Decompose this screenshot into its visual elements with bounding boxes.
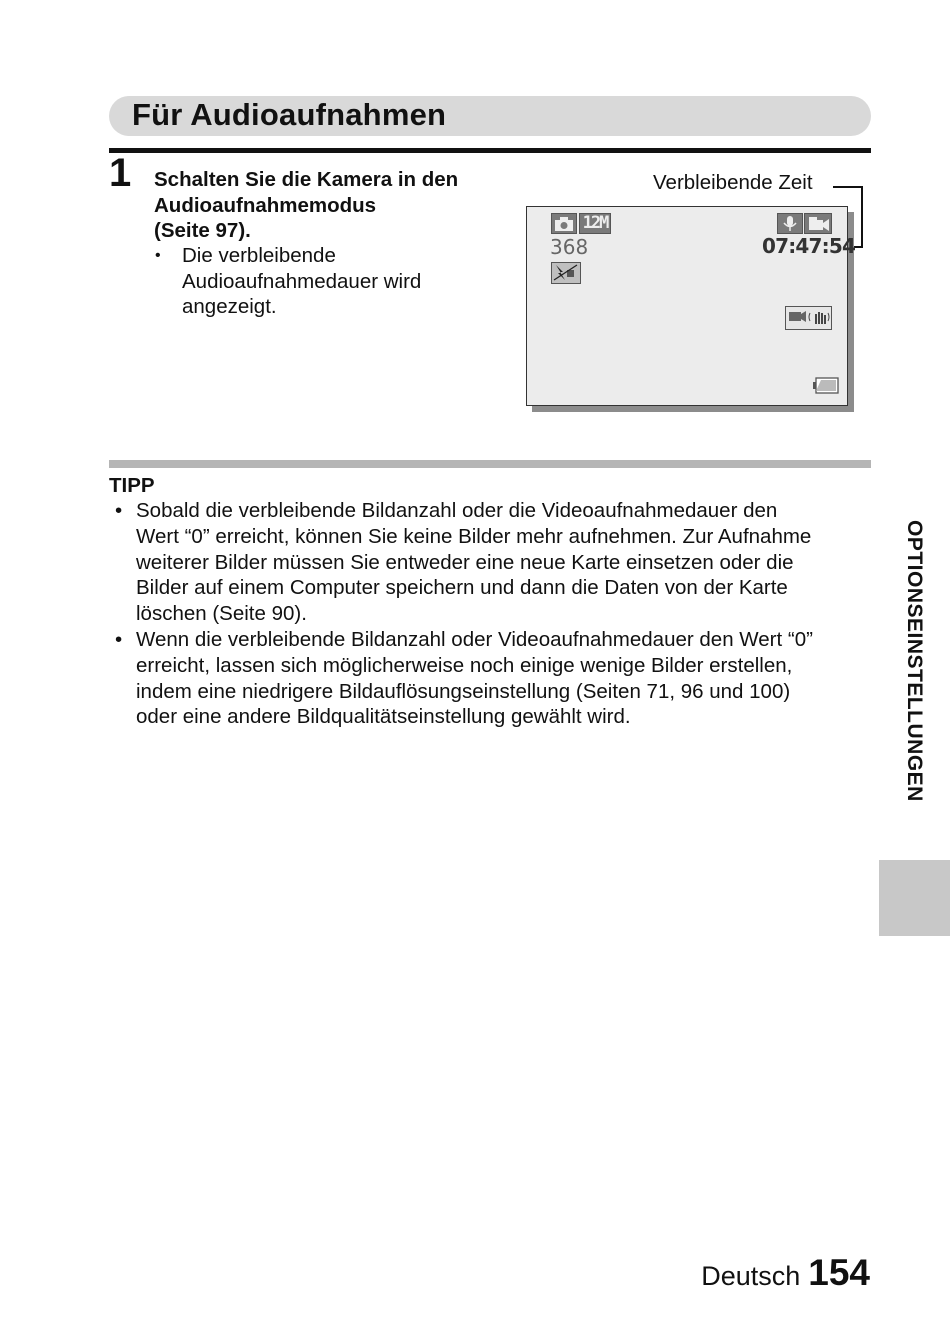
tip-line: Wenn die verbleibende Bildanzahl oder Videoaufnahmedauer den Wert “0”	[136, 627, 813, 651]
battery-icon	[812, 376, 840, 395]
resolution-icon: 12M	[579, 213, 611, 234]
stabilizer-icon	[785, 306, 832, 330]
tip-line: oder eine andere Bildqualitätseinstellung gewählt wird.	[136, 705, 631, 729]
step-note-line: angezeigt.	[182, 295, 277, 318]
step-number: 1	[109, 151, 132, 195]
footer-language: Deutsch	[701, 1261, 801, 1291]
section-header	[109, 96, 871, 136]
tip-heading: TIPP	[109, 474, 155, 497]
chapter-thumb-tab	[879, 860, 950, 936]
step-title-line: (Seite 97).	[154, 219, 251, 242]
tip-item	[109, 627, 879, 730]
step-note	[155, 243, 495, 320]
tip-line: löschen (Seite 90).	[136, 602, 307, 626]
tip-item	[109, 498, 879, 627]
tip-list	[109, 498, 879, 730]
section-divider	[109, 148, 871, 153]
step-title-line: Audioaufnahmemodus	[154, 193, 377, 217]
callout-leader-line	[833, 186, 863, 188]
tip-line: Bilder auf einem Computer speichern und dann die Daten von der Karte	[136, 576, 788, 600]
bullet-marker: •	[115, 627, 123, 651]
remaining-shots: 368	[550, 235, 589, 259]
remaining-time-readout: 07:47:54	[762, 234, 856, 258]
section-title: Für Audioaufnahmen	[132, 97, 447, 132]
page-footer	[701, 1252, 870, 1294]
step-title	[154, 167, 514, 244]
camera-icon	[551, 213, 577, 234]
tip-line: erreicht, lassen sich möglicherweise noch einige wenige Bilder erstellen,	[136, 653, 793, 677]
page-number: 154	[808, 1252, 870, 1293]
step-note-line: Audioaufnahmedauer wird	[182, 269, 422, 293]
tip-line: Wert “0” erreicht, können Sie keine Bilder mehr aufnehmen. Zur Aufnahme	[136, 524, 812, 548]
bullet-marker: •	[115, 499, 123, 522]
video-icon	[804, 213, 832, 234]
camera-screen-illustration	[526, 206, 856, 406]
tip-line: weiterer Bilder müssen Sie entweder eine neue Karte einsetzen oder die	[136, 550, 794, 574]
step-note-line: Die verbleibende	[182, 244, 336, 267]
bullet-marker: •	[155, 247, 161, 264]
microphone-icon	[777, 213, 803, 234]
remaining-time-callout: Verbleibende Zeit	[653, 171, 813, 194]
chapter-side-label: OPTIONSEINSTELLUNGEN	[903, 520, 926, 802]
flash-icon	[551, 262, 581, 284]
callout-leader-line	[861, 186, 863, 248]
step-title-line: Schalten Sie die Kamera in den	[154, 168, 459, 191]
tip-divider	[109, 460, 871, 468]
tip-line: indem eine niedrigere Bildauflösungseinstellung (Seiten 71, 96 und 100)	[136, 679, 791, 703]
tip-line: Sobald die verbleibende Bildanzahl oder die Videoaufnahmedauer den	[136, 499, 778, 522]
